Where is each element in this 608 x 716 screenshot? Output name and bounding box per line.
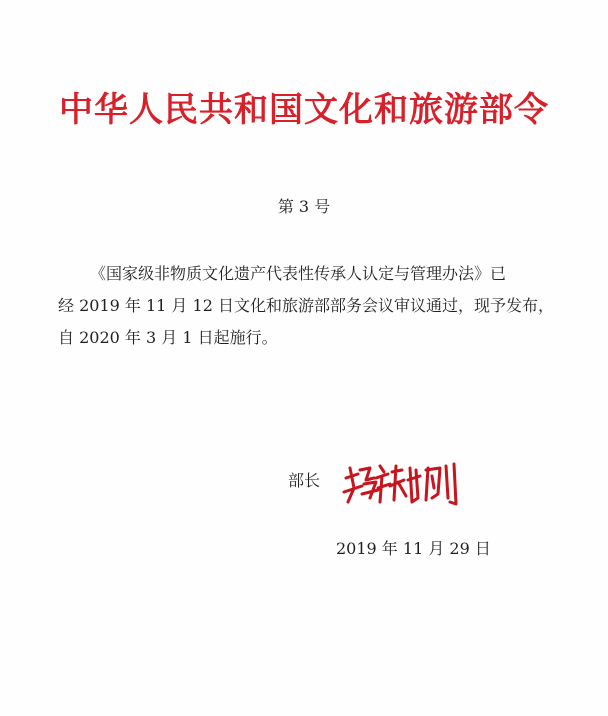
signatory-title: 部长 — [288, 471, 321, 490]
body-line-1: 《国家级非物质文化遗产代表性传承人认定与管理办法》已 — [90, 264, 507, 283]
body-line-3: 自 2020 年 3 月 1 日起施行。 — [58, 328, 278, 347]
decree-body — [58, 258, 578, 354]
body-line-2: 经 2019 年 11 月 12 日文化和旅游部部务会议审议通过，现予发布， — [58, 296, 554, 315]
signature-date: 2019 年 11 月 29 日 — [336, 539, 491, 558]
signature-block — [288, 460, 538, 510]
decree-header-title: 中华人民共和国文化和旅游部令 — [59, 90, 549, 130]
handwritten-signature — [340, 458, 465, 508]
decree-number: 第 3 号 — [277, 197, 331, 216]
